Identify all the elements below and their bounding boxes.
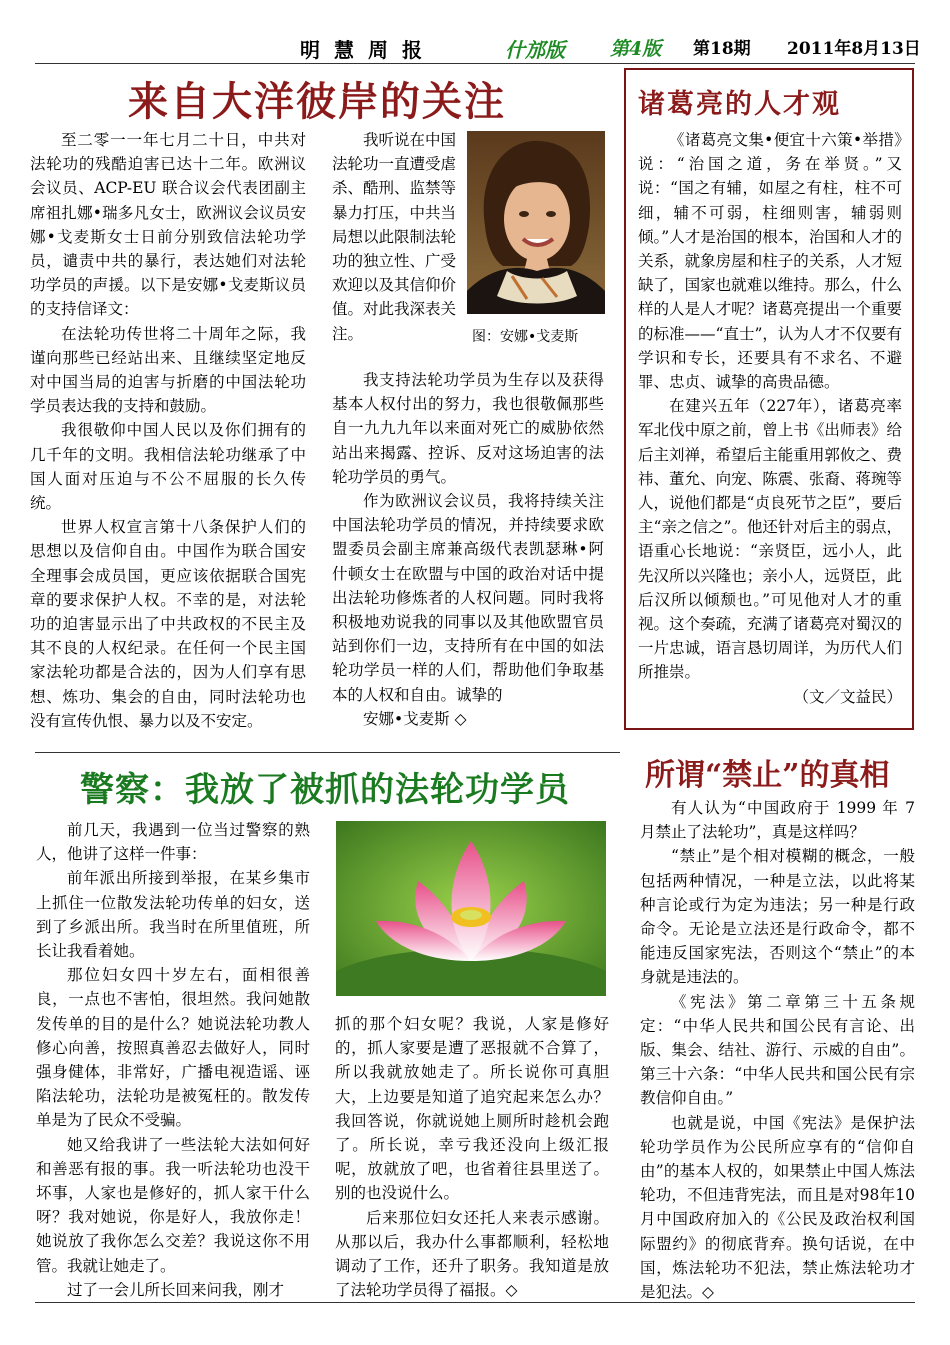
- letter-paragraph: 在法轮功传世将二十周年之际，我谨向那些已经站出来、且继续坚定地反对中国当局的迫害与折磨的中国法轮功学员表达我的支持和鼓励。: [30, 324, 306, 416]
- article2-left-column: [36, 818, 310, 1302]
- sidebar-title: 诸葛亮的人才观: [638, 89, 841, 120]
- article3-paragraph: “禁止”是个相对模糊的概念，一般包括两种情况，一种是立法，以此将某种言论或行为定为违法；另一种是行政命令。无论是立法还是行政命令，都不能违反国家宪法，否则这个“禁止”的本身就是违法的。: [640, 847, 915, 987]
- mid-rule: [35, 752, 620, 753]
- letter-paragraph: 我支持法轮功学员为生存以及获得基本人权付出的努力，我也很敬佩那些自一九九九年以来面对死亡的威胁依然站出来揭露、控诉、反对这场迫害的法轮功学员的勇气。: [332, 371, 604, 486]
- article2-paragraph: 前几天，我遇到一位当过警察的熟人，他讲了这样一件事：: [36, 821, 310, 864]
- letter-paragraph: 世界人权宣言第十八条保护人们的思想以及信仰自由。中国作为联合国安全理事会成员国，更应该依据联合国宪章的要求保护人权。不幸的是，对法轮功的迫害显示出了中共政权的不民主及其不良的人权纪录。在任何一个民主国家法轮功都是合法的，因为人们享有思想、炼功、集会的自由，同时法轮功也没有宣传仇恨、暴力以及不安定。: [30, 518, 306, 730]
- masthead-page: 第4版: [610, 38, 662, 60]
- sidebar-author: （文／文益民）: [793, 687, 902, 706]
- letter-paragraph: 我很敬仰中国人民以及你们拥有的几千年的文明。我相信法轮功继承了中国人面对压迫与不公不屈服的长久传统。: [30, 421, 306, 513]
- article2-paragraph: 过了一会儿所长回来问我，刚才: [67, 1280, 285, 1299]
- portrait-illustration: [467, 131, 605, 314]
- article2-right-column: [335, 1012, 609, 1302]
- article3-title: 所谓“禁止”的真相: [645, 758, 890, 793]
- article1-letter-left: [30, 322, 306, 733]
- top-rule: [35, 63, 915, 64]
- masthead-title: 明慧周报: [300, 38, 436, 62]
- article1-signature: 安娜•戈麦斯 ◇: [363, 709, 467, 728]
- letter-paragraph: 作为欧洲议会议员，我将持续关注中国法轮功学员的情况，并持续要求欧盟委员会副主席兼高级代表凯瑟琳•阿什顿女士在欧盟与中国的政治对话中提出法轮功修炼者的人权问题。同时我将积极地劝说我的同事以及其他欧盟官员站到你们一边，支持所有在中国的如法轮功学员一样的人们，帮助他们争取基本的人权和自由。诚挚的: [332, 492, 604, 704]
- article3-paragraph: 《宪法》第二章第三十五条规定：“中华人民共和国公民有言论、出版、集会、结社、游行、示威的自由”。第三十六条：“中华人民共和国公民有宗教信仰自由。”: [640, 992, 915, 1108]
- article3-column: [640, 796, 915, 1304]
- masthead: [0, 30, 950, 60]
- masthead-edition: 什邡版: [505, 38, 565, 62]
- masthead-date: 2011年8月13日: [787, 39, 921, 59]
- portrait-photo: [467, 131, 605, 314]
- article2-paragraph: 她又给我讲了一些法轮大法如何好和善恶有报的事。我一听法轮功也没干坏事，人家也是修好的，抓人家干什么呀？我对她说，你是好人，我放你走！她说放了我你怎么交差？我说这你不用管。我就让她走了。: [36, 1135, 310, 1275]
- masthead-issue: 第18期: [693, 39, 751, 59]
- article2-paragraph: 后来那位妇女还托人来表示感谢。从那以后，我办什么事都顺利，轻松地调动了工作，还升了职务。我知道是放了法轮功学员得了福报。◇: [335, 1208, 609, 1300]
- sidebar-paragraph: 在建兴五年（227年），诸葛亮率军北伐中原之前，曾上书《出师表》给后主刘禅，希望后主能重用郭攸之、费祎、董允、向宠、陈震、张裔、蒋琬等人，说他们都是“贞良死节之臣”，要后主“亲之信之”。他还针对后主的弱点，语重心长地说：“亲贤臣，远小人，此先汉所以兴隆也；亲小人，远贤臣，此后汉所以倾颓也。”可见他对人才的重视。这个奏疏，充满了诸葛亮对蜀汉的一片忠诚，语言恳切周详，为历代人们所推崇。: [638, 397, 902, 682]
- article1-left-column: [30, 128, 306, 733]
- article3-paragraph: 有人认为“中国政府于 1999 年 7 月禁止了法轮功”，真是这样吗？: [640, 799, 915, 842]
- article2-paragraph: 抓的那个妇女呢？我说，人家是修好的，抓人家要是遭了恶报就不合算了，所以我就放她走了。所长说你可真胆大，上边要是知道了追究起来怎么办？我回答说，你就说她上厕所时趁机会跑了。所长说，幸亏我还没向上级汇报呢，放就放了吧，也省着往县里送了。别的也没说什么。: [335, 1015, 609, 1203]
- sidebar-text: [638, 128, 902, 709]
- article1-right-top: [332, 128, 456, 346]
- article2-paragraph: 前年派出所接到举报，在某乡集市上抓住一位散发法轮功传单的妇女，送到了乡派出所。我当时在所里值班，所长让我看着她。: [36, 869, 310, 961]
- article2-paragraph: 那位妇女四十岁左右，面相很善良，一点也不害怕，很坦然。我问她散发传单的目的是什么？她说法轮功教人修心向善，按照真善忍去做好人，同时强身健体，非常好，广播电视造谣、诬陷法轮功，法轮功是被冤枉的。散发传单是为了民众不受骗。: [36, 966, 310, 1130]
- article1-intro: 至二零一一年七月二十日，中共对法轮功的残酷迫害已达十二年。欧洲议会议员、ACP-EU 联合议会代表团副主席祖扎娜•瑞多凡女士，欧洲议会议员安娜•戈麦斯女士日前分别致信法轮功学员，谴责中共的暴行，表达她们对法轮功学员的声援。以下是安娜•戈麦斯议员的支持信译文：: [30, 131, 306, 319]
- sidebar-paragraph: 《诸葛亮文集•便宜十六策•举措》说：“治国之道，务在举贤。”又说：“国之有辅，如屋之有柱，柱不可细，辅不可弱，柱细则害，辅弱则倾。”人才是治国的根本，治国和人才的关系，就象房屋和柱子的关系，人才短缺了，国家也就难以维持。那么，什么样的人是人才呢？诸葛亮提出一个重要的标准——“直士”，认为人才不仅要有学识和专长，还要具有不求名、不避罪、忠贞、诚挚的高贵品德。: [638, 131, 902, 392]
- article2-title: 警察：我放了被抓的法轮功学员: [80, 770, 570, 810]
- portrait-caption: 图：安娜•戈麦斯: [472, 329, 579, 345]
- sidebar-box: [624, 68, 914, 730]
- lotus-photo: [336, 821, 606, 996]
- bottom-rule: [35, 1302, 915, 1303]
- letter-paragraph: 我听说在中国法轮功一直遭受虐杀、酷刑、监禁等暴力打压，中共当局想以此限制法轮功的独立性、广受欢迎以及其信仰价值。对此我深表关注。: [332, 131, 457, 343]
- article1-right-column: [332, 368, 604, 731]
- lotus-illustration: [336, 821, 606, 996]
- article1-title: 来自大洋彼岸的关注: [128, 78, 506, 125]
- article3-paragraph: 也就是说，中国《宪法》是保护法轮功学员作为公民所应享有的“信仰自由”的基本人权的，如果禁止中国人炼法轮功，不但违背宪法，而且是对98年10月中国政府加入的《公民及政治权利国际盟约》的彻底背弃。换句话说，在中国，炼法轮功不犯法，禁止炼法轮功才是犯法。◇: [640, 1113, 915, 1302]
